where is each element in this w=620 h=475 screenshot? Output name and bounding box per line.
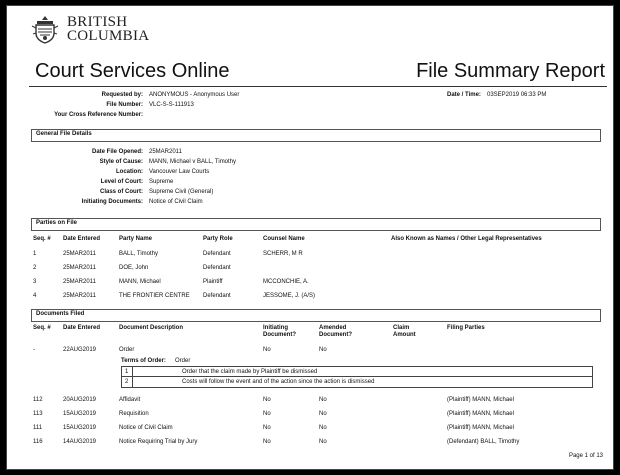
parties-section-header [31, 218, 601, 231]
documents-cell: 15AUG2019 [63, 411, 97, 417]
doc-header-date: Date Entered [63, 325, 101, 331]
parties-cell: 25MAR2011 [63, 251, 96, 257]
doc-header-initiating-2: Document? [263, 332, 296, 338]
datetime-label: Date / Time: [447, 92, 481, 98]
order-cell: Order [119, 347, 135, 353]
parties-cell: DOE, John [119, 265, 149, 271]
requested-by-value: ANONYMOUS - Anonymous User [149, 92, 240, 98]
parties-cell: Defendant [203, 265, 231, 271]
doc-header-initiating [263, 325, 296, 339]
general-field-value: 25MAR2011 [149, 149, 182, 155]
order-cell: No [319, 347, 327, 353]
parties-cell: 25MAR2011 [63, 265, 96, 271]
parties-header-cell: Also Known as Names / Other Legal Representatives [391, 236, 542, 242]
general-field-value: Supreme Civil (General) [149, 189, 214, 195]
parties-cell: THE FRONTIER CENTRE [119, 293, 190, 299]
parties-cell: 2 [33, 265, 37, 271]
parties-section-title: Parties on File [36, 220, 78, 226]
file-number-value: VLC-S-S-111913 [149, 102, 194, 108]
documents-cell: Requisition [119, 411, 149, 417]
documents-cell: No [263, 397, 271, 403]
general-section-header [31, 129, 601, 142]
parties-cell: MANN, Michael [119, 279, 161, 285]
doc-header-filing: Filing Parties [447, 325, 485, 331]
report-title: File Summary Report [416, 60, 605, 82]
general-field-label: Class of Court: [99, 189, 143, 195]
parties-header-cell: Counsel Name [263, 236, 305, 242]
parties-cell: 4 [33, 293, 37, 299]
terms-table [121, 366, 593, 388]
header-rule [29, 86, 607, 87]
doc-header-claim-2: Amount [393, 332, 416, 338]
parties-cell: Defendant [203, 293, 231, 299]
documents-cell: 112 [33, 397, 43, 403]
parties-header-cell: Date Entered [63, 236, 101, 242]
general-field-label: Level of Court: [100, 179, 143, 185]
documents-section-title: Documents Filed [36, 311, 85, 317]
general-field-label: Date File Opened: [91, 149, 143, 155]
report-page [6, 5, 614, 470]
doc-header-description: Document Description [119, 325, 184, 331]
parties-header-cell: Seq. # [33, 236, 51, 242]
documents-cell: No [319, 411, 327, 417]
doc-header-claim [393, 325, 416, 339]
file-number-label: File Number: [106, 102, 143, 108]
term-number: 1 [125, 369, 129, 375]
doc-header-initiating-1: Initiating [263, 325, 288, 331]
terms-of-order-label: Terms of Order: [121, 358, 166, 364]
documents-cell: 14AUG2019 [63, 439, 97, 445]
documents-cell: No [263, 425, 271, 431]
requested-by-label: Requested by: [101, 92, 143, 98]
term-text: Order that the claim made by Plaintiff be dismissed [182, 369, 318, 375]
bc-crest-icon [31, 14, 59, 44]
parties-cell: 1 [33, 251, 37, 257]
order-cell: 22AUG2019 [63, 347, 97, 353]
documents-cell: (Plaintiff) MANN, Michael [447, 425, 514, 431]
parties-cell: JESSOME, J. (A/S) [263, 293, 316, 299]
general-field-value: Supreme [149, 179, 174, 185]
parties-header-cell: Party Name [119, 236, 153, 242]
doc-header-claim-1: Claim [393, 325, 410, 331]
documents-section-header [31, 309, 601, 322]
parties-cell: 25MAR2011 [63, 279, 96, 285]
order-cell: - [33, 347, 35, 353]
parties-cell: Plaintiff [203, 279, 223, 285]
documents-cell: No [319, 397, 327, 403]
parties-header-cell: Party Role [203, 236, 233, 242]
general-field-value: Notice of Civil Claim [149, 199, 203, 205]
documents-cell: 113 [33, 411, 43, 417]
documents-cell: No [263, 439, 271, 445]
general-field-value: MANN, Michael v BALL, Timothy [149, 159, 237, 165]
term-text: Costs will follow the event and of the action since the action is dismissed [182, 379, 375, 385]
logo-line-2: COLUMBIA [67, 28, 150, 44]
cross-ref-label: Your Cross Reference Number: [54, 112, 143, 118]
general-field-value: Vancouver Law Courts [149, 169, 210, 175]
general-field-label: Style of Cause: [99, 159, 143, 165]
page-title: Court Services Online [35, 60, 230, 82]
datetime-value: 03SEP2019 06:33 PM [487, 92, 547, 98]
documents-cell: No [319, 439, 327, 445]
page-number: Page 1 of 13 [568, 453, 603, 459]
general-field-label: Initiating Documents: [81, 199, 143, 205]
documents-cell: 20AUG2019 [63, 397, 97, 403]
parties-cell: Defendant [203, 251, 231, 257]
doc-header-seq: Seq. # [33, 325, 51, 331]
documents-cell: (Plaintiff) MANN, Michael [447, 397, 514, 403]
documents-cell: 116 [33, 439, 43, 445]
doc-header-amended [319, 325, 352, 339]
documents-cell: Affidavit [119, 397, 141, 403]
documents-cell: 15AUG2019 [63, 425, 97, 431]
parties-cell: 3 [33, 279, 37, 285]
parties-cell: BALL, Timothy [119, 251, 159, 257]
bc-logo-text [67, 15, 149, 43]
general-field-label: Location: [116, 169, 143, 175]
doc-header-amended-1: Amended [319, 325, 347, 331]
parties-cell: MCCONCHIE, A. [263, 279, 309, 285]
doc-header-amended-2: Document? [319, 332, 352, 338]
terms-of-order-value: Order [175, 358, 191, 364]
logo-line-1: BRITISH [67, 14, 128, 30]
documents-cell: (Defendant) BALL, Timothy [447, 439, 520, 445]
documents-cell: Notice Requiring Trial by Jury [119, 439, 198, 445]
parties-cell: 25MAR2011 [63, 293, 96, 299]
documents-cell: No [319, 425, 327, 431]
general-section-title: General File Details [36, 131, 92, 137]
documents-cell: Notice of Civil Claim [119, 425, 173, 431]
parties-cell: SCHERR, M R [263, 251, 303, 257]
term-number: 2 [125, 379, 129, 385]
order-cell: No [263, 347, 271, 353]
documents-cell: 111 [33, 425, 43, 431]
documents-cell: (Plaintiff) MANN, Michael [447, 411, 514, 417]
documents-cell: No [263, 411, 271, 417]
